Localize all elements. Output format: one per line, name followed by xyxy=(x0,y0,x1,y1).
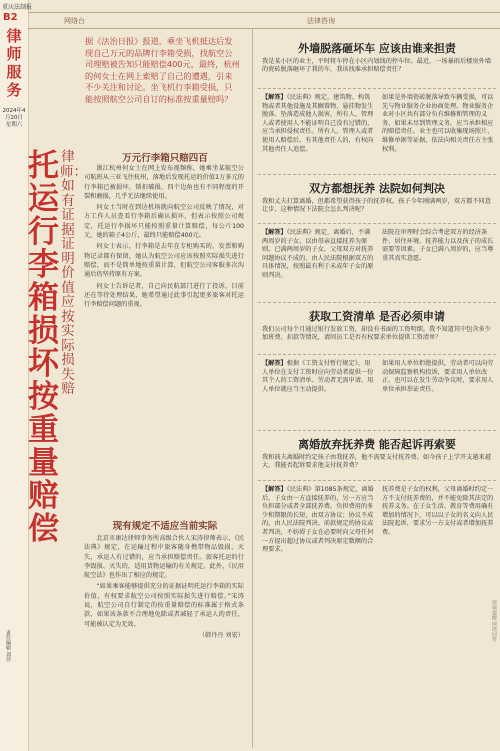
section-title-2: 现有规定不适应当前实际 xyxy=(112,521,218,532)
paragraph: 北京市康达律师事务所高级合伙人宋涛律师表示，《民法典》规定，在运输过程中旅客随身携带物品毁损、灭失，承运人有过错的，应当承担赔偿责任。旅客托运的行李毁损、灭失的，适用货物运输的有关规定。此外，《民用航空法》也作出了相应的规定。 xyxy=(84,535,244,580)
answer-col-right: 抚养费是子女的权利，父母离婚时约定一方不支付抚养费的，并不能免除其法定的抚养义务。在子女生活、教育等费用确有增加的情况下，可以以子女的名义向人民法院起诉，要求另一方支付或者增加抚养费。 xyxy=(382,486,494,536)
paragraph: 浙江杭州何女士在网上发布视频称，她乘坐某航空公司航班从三亚飞往杭州，落地后发现托运的价值1万多元的行李箱已被损坏，锁扣破损、四个边角也有不同程度的开裂和磨损，几乎无法继续使用。 xyxy=(84,165,244,200)
header-rule xyxy=(28,28,500,29)
section-header-left: 网络台 xyxy=(64,17,85,25)
answer-col-left xyxy=(262,229,374,281)
answer-label: 【解答】 xyxy=(262,94,287,101)
question-text: 我和前夫离婚时约定孩子由我抚养，他不需要支付抚养费。如今孩子上学开支越来越大，我能否起诉要求他支付抚养费？ xyxy=(262,454,491,470)
answer-col-left xyxy=(262,360,374,394)
main-headline: 托运行李箱损坏按重量赔偿 xyxy=(28,148,59,547)
question-text: 我是某小区的业主，平时将车停在小区内划线的停车位。最近，一场暴雨后楼房外墙的瓷砖脱落砸坏了我的车，我该找谁承担赔偿责任？ xyxy=(262,58,491,74)
intro-paragraph: 据《法治日报》报道，乘坐飞机抵达后发现自己万元的品牌行李箱受损，找航空公司理赔被告知只能赔偿400元，最终，杭州的何女士在网上索赔了自己的遭遇，引来不少关注和讨论。坐飞机行李箱受损，只能按照航空公司自订的标准按重量赔吗？ xyxy=(85,36,240,104)
answer-label: 【解答】 xyxy=(262,360,287,367)
dashed-rule xyxy=(258,354,496,355)
editor-info: 责任编辑 刘佳 xyxy=(5,630,11,662)
top-rule xyxy=(28,12,500,13)
answer-text: 根据《工资支付暂行规定》，用人单位在支付工资时应向劳动者提供一份其个人的工资清单。劳动者无需申请，用人单位就应当主动提供。 xyxy=(262,360,374,393)
answer-col-right: 法院在审理时会综合考虑双方的经济条件、居住环境、抚养能力以及孩子的成长需要等因素。子女已满八周岁的，应当尊重其真实意愿。 xyxy=(382,229,494,262)
answer-label: 【解答】 xyxy=(262,486,287,493)
column-divider xyxy=(252,28,253,748)
dashed-rule xyxy=(258,223,496,224)
answer-col-left xyxy=(262,94,374,154)
question-text: 我们公司每个月通过银行发放工资，却没有书面的工资明细。我不知道其中包含多少加班费、扣款等情况，请问员工是否有权要求单位提供工资清单？ xyxy=(262,326,491,342)
masthead: 重庆法制报 xyxy=(2,4,33,11)
paragraph: 何女士表示，行李箱是去年在专柜购买的，发票和购物记录都有保留，她认为航空公司应该按照实际损失进行赔偿，而不是简单地按重量计算，但航空公司客服多次沟通后仍坚持原有方案。 xyxy=(84,243,244,279)
answer-text: 《民法典》第1085条规定，离婚后，子女由一方直接抚养的，另一方应当负担部分或者全部抚养费。负担费用的多少和期限的长短，由双方协议；协议不成的，由人民法院判决。前款规定的协议或者判决，不妨碍子女在必要时向父母任何一方提出超过协议或者判决原定数额的合理要求。 xyxy=(262,486,374,554)
sub-headline: 律师：如有证据证明价值应按实际损失赔 xyxy=(60,149,87,397)
article-title: 获取工资清单 是否必须申请 xyxy=(309,310,445,323)
dashed-rule xyxy=(258,88,496,89)
question-text: 我和丈夫打算离婚，但都希望获得孩子的抚养权。孩子今年刚满两岁，双方都不同意让步，这种情况下法院会怎么判决呢？ xyxy=(262,198,491,214)
answer-col-right: 如果用人单位拒绝提供，劳动者可以向劳动保障监察机构投诉，要求用人单位改正，也可以在发生劳动争议时，要求用人单位承担举证责任。 xyxy=(382,360,494,393)
article-body-2 xyxy=(84,534,244,640)
dashed-rule xyxy=(258,174,496,175)
paragraph: 何女士当时在到达机场就向航空公司反映了情况，对方工作人员查看行李箱后确认损坏，但表示按照公司规定，托运行李损坏只能按照重量计算赔偿，每公斤100元，她的箱子4公斤，最终只能赔偿400元。 xyxy=(84,204,244,240)
byline: （韩丹丹 刘宏） xyxy=(198,631,244,639)
answer-text: 《民法典》规定，离婚后，不满两周岁的子女，以由母亲直接抚养为原则。已满两周岁的子女，父母双方对抚养问题协议不成的，由人民法院根据双方的具体情况，按照最有利于未成年子女的原则判决。 xyxy=(262,229,374,279)
answer-label: 【解答】 xyxy=(262,229,287,236)
answer-col-left xyxy=(262,486,374,555)
dashed-rule xyxy=(258,430,496,431)
dashed-rule xyxy=(258,302,496,303)
dashed-rule xyxy=(258,480,496,481)
page-number: B2 xyxy=(3,12,18,23)
page-date: 2024年4月20日 星期六 xyxy=(2,108,26,128)
paragraph: 何女士告诉记者，自己向民航部门进行了投诉，目前还在等待处理结果，她希望通过此事引起更多旅客对托运行李赔偿问题的重视。 xyxy=(84,282,244,309)
page-column-name: 律师服务 xyxy=(6,27,22,99)
article-body-1 xyxy=(84,164,244,311)
answer-text: 《民法典》规定，建筑物、构筑物或者其他设施及其搁置物、悬挂物发生脱落、坠落造成他人损害，所有人、管理人或者使用人不能证明自己没有过错的，应当承担侵权责任。所有人、管理人或者使用人赔偿后，有其他责任人的，有权向其他责任人追偿。 xyxy=(262,94,374,153)
section-header-right: 法律咨询 xyxy=(307,17,335,25)
side-vertical-note: 律师提醒 网络问答 xyxy=(491,600,497,642)
article-title: 双方都想抚养 法院如何判决 xyxy=(309,182,445,195)
answer-col-right: 如果是外墙瓷砖脱落导致车辆受损，可以先与物业服务企业协商处理。物业服务企业对小区共有部分负有维修和管理的义务，如果未尽到管理义务，应当承担相应的赔偿责任。业主也可以收集现场照片、维修单据等证据，依法向相关责任方主张权利。 xyxy=(382,94,494,153)
article-title: 外墙脱落砸坏车 应该由谁来担责 xyxy=(298,42,456,55)
article-title: 离婚放弃抚养费 能否起诉再索要 xyxy=(298,438,456,451)
paragraph: “如果乘客能够提供充分的证据证明托运行李箱的实际价值，有权要求航空公司按照实际损失进行赔偿。”宋涛说，航空公司自行制定的按重量赔偿的标准属于格式条款，如果该条款不合理地免除或者减轻了承运人的责任，可能被认定为无效。 xyxy=(84,583,244,628)
section-title-1: 万元行李箱只赔四百 xyxy=(122,153,208,164)
